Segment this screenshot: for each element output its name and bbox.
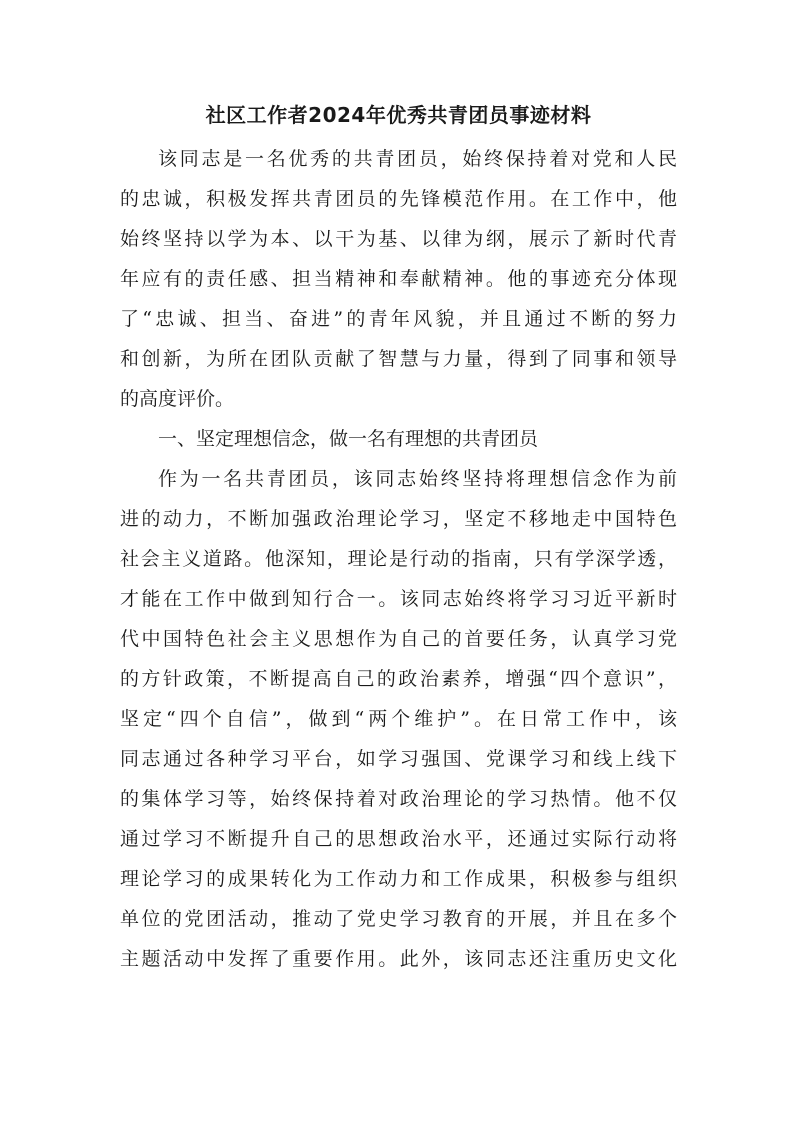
body-line-9: 作为一名共青团员，该同志始终坚持将理想信念作为前 bbox=[158, 468, 677, 490]
body-line-7: 的高度评价。 bbox=[120, 388, 235, 410]
body-line-14: 的方针政策，不断提高自己的政治素养，增强“四个意识”， bbox=[120, 668, 677, 690]
body-line-18: 通过学习不断提升自己的思想政治水平，还通过实际行动将 bbox=[120, 828, 677, 850]
body-line-13: 代中国特色社会主义思想作为自己的首要任务，认真学习党 bbox=[120, 628, 677, 650]
body-line-6: 和创新，为所在团队贡献了智慧与力量，得到了同事和领导 bbox=[120, 348, 677, 370]
body-line-16: 同志通过各种学习平台，如学习强国、党课学习和线上线下 bbox=[120, 748, 677, 770]
body-line-1: 该同志是一名优秀的共青团员，始终保持着对党和人民 bbox=[158, 148, 677, 170]
body-line-15: 坚定“四个自信”，做到“两个维护”。在日常工作中，该 bbox=[120, 708, 677, 730]
section-heading-1: 一、坚定理想信念，做一名有理想的共青团员 bbox=[158, 428, 539, 450]
body-line-17: 的集体学习等，始终保持着对政治理论的学习热情。他不仅 bbox=[120, 788, 677, 810]
body-line-20: 单位的党团活动，推动了党史学习教育的开展，并且在多个 bbox=[120, 908, 677, 930]
body-line-12: 才能在工作中做到知行合一。该同志始终将学习习近平新时 bbox=[120, 588, 677, 610]
body-line-10: 进的动力，不断加强政治理论学习，坚定不移地走中国特色 bbox=[120, 508, 677, 530]
body-line-2: 的忠诚，积极发挥共青团员的先锋模范作用。在工作中，他 bbox=[120, 188, 677, 210]
body-line-11: 社会主义道路。他深知，理论是行动的指南，只有学深学透， bbox=[120, 548, 677, 570]
body-line-3: 始终坚持以学为本、以干为基、以律为纲，展示了新时代青 bbox=[120, 228, 677, 250]
document-title: 社区工作者2024年优秀共青团员事迹材料 bbox=[205, 103, 592, 127]
body-line-19: 理论学习的成果转化为工作动力和工作成果，积极参与组织 bbox=[120, 868, 677, 890]
body-line-21: 主题活动中发挥了重要作用。此外，该同志还注重历史文化 bbox=[120, 948, 677, 970]
body-line-4: 年应有的责任感、担当精神和奉献精神。他的事迹充分体现 bbox=[120, 268, 677, 290]
body-line-5: 了“忠诚、担当、奋进”的青年风貌，并且通过不断的努力 bbox=[120, 308, 677, 330]
